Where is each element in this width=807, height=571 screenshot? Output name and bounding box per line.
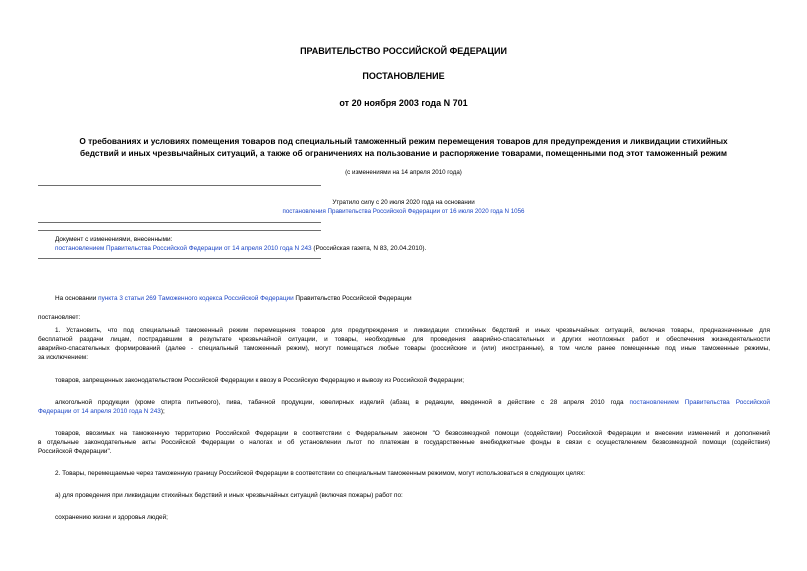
amendment-source: (Российская газета, N 83, 20.04.2010). bbox=[311, 245, 427, 252]
document-title-line-1: О требованиях и условиях помещения товаров под специальный таможенный режим перемещения товаров для предупреждения и ликвидации стихийных bbox=[79, 136, 728, 146]
paragraph-2a-item-1: сохранению жизни и здоровья людей; bbox=[55, 514, 168, 521]
exclusion-item-3-line-2: в отдельные законодательные акты Российской Федерации о налогах и об установлении льгот по платежам в государственные внебюджетные фонды в связи с осуществлением безвозмездной помощи (содействия) bbox=[38, 439, 770, 446]
document-type-heading: ПОСТАНОВЛЕНИЕ bbox=[362, 71, 445, 81]
paragraph-1-line-2: бесплатной раздачи лицам, пострадавшим в результате чрезвычайной ситуации, и товары, необходимые для проведения аварийно-спасательных и других неотложных работ и обеспечения жизнедеятельности bbox=[38, 336, 770, 343]
document-title-line-2: бедствий и иных чрезвычайных ситуаций, а также об ограничениях на пользование и распоряжение товарами, помещенными под этот таможенный режим bbox=[79, 148, 728, 158]
amendments-intro: Документ с изменениями, внесенными: bbox=[55, 236, 173, 243]
government-heading: ПРАВИТЕЛЬСТВО РОССИЙСКОЙ ФЕДЕРАЦИИ bbox=[300, 46, 507, 56]
legal-basis bbox=[55, 294, 412, 303]
exclusion-item-2-text: алкогольной продукции (кроме спирта питьевого), пива, табачной продукции, ювелирных изделий (абзац в редакции, введенной в действие с 28 апреля 2010 года bbox=[55, 399, 630, 406]
paragraph-1-line-4: за исключением: bbox=[38, 354, 88, 361]
paragraph-1-line-3: аварийно-спасательных формирований (далее - специальный таможенный режим), могут помещаться любые товары (российские и (или) иностранные), в том числе ранее помещенные под иные таможенные режимы, bbox=[38, 345, 770, 352]
exclusion-item-3-line-3: Российской Федерации". bbox=[38, 448, 112, 455]
document-date-number: от 20 ноября 2003 года N 701 bbox=[339, 98, 468, 108]
separator-line bbox=[38, 222, 321, 223]
exclusion-item-2-line-1 bbox=[38, 398, 770, 407]
exclusion-item-1: товаров, запрещенных законодательством Российской Федерации к ввозу в Российскую Федерацию и вывозу из Российской Федерации; bbox=[55, 377, 465, 384]
exclusion-item-3-line-1: товаров, ввозимых на таможенную территорию Российской Федерации в соответствии с Федеральным законом "О безвозмездной помощи (содействии) Российской Федерации и внесении изменений и дополнений bbox=[55, 430, 770, 437]
expired-notice: Утратило силу с 20 июля 2020 года на основании bbox=[332, 199, 475, 206]
decree-word: постановляет: bbox=[38, 314, 81, 321]
separator-line bbox=[38, 230, 321, 231]
paragraph-2a: а) для проведения при ликвидации стихийных бедствий и иных чрезвычайных ситуаций (включая пожары) работ по: bbox=[55, 492, 403, 499]
changes-note: (с изменениями на 14 апреля 2010 года) bbox=[345, 169, 462, 176]
amendments-line bbox=[55, 244, 426, 253]
exclusion-item-2-line-2 bbox=[38, 407, 770, 416]
legal-basis-suffix: Правительство Российской Федерации bbox=[293, 295, 412, 302]
paragraph-1-line-1: 1. Установить, что под специальный таможенный режим перемещения товаров для предупреждения и ликвидации стихийных бедствий и иных чрезвычайных ситуаций, включая товары, предназначенные для bbox=[55, 327, 770, 334]
separator-line bbox=[38, 185, 321, 186]
amendment-link[interactable]: постановлением Правительства Российской Федерации от 14 апреля 2010 года N 243 bbox=[55, 245, 312, 252]
paragraph-2: 2. Товары, перемещаемые через таможенную границу Российской Федерации в соответствии со специальным таможенным режимом, могут использоваться в следующих целях: bbox=[55, 470, 586, 477]
exclusion-item-2-tail: ); bbox=[160, 408, 165, 415]
legal-basis-link[interactable]: пункта 3 статьи 269 Таможенного кодекса Российской Федерации bbox=[98, 295, 294, 302]
legal-basis-prefix: На основании bbox=[55, 295, 99, 302]
exclusion-item-2-link[interactable]: постановлением Правительства Российской bbox=[629, 399, 770, 406]
separator-line bbox=[38, 258, 321, 259]
exclusion-item-2-link-cont[interactable]: Федерации от 14 апреля 2010 года N 243 bbox=[38, 408, 161, 415]
expired-notice-link[interactable]: постановления Правительства Российской Федерации от 16 июля 2020 года N 1056 bbox=[282, 208, 525, 215]
